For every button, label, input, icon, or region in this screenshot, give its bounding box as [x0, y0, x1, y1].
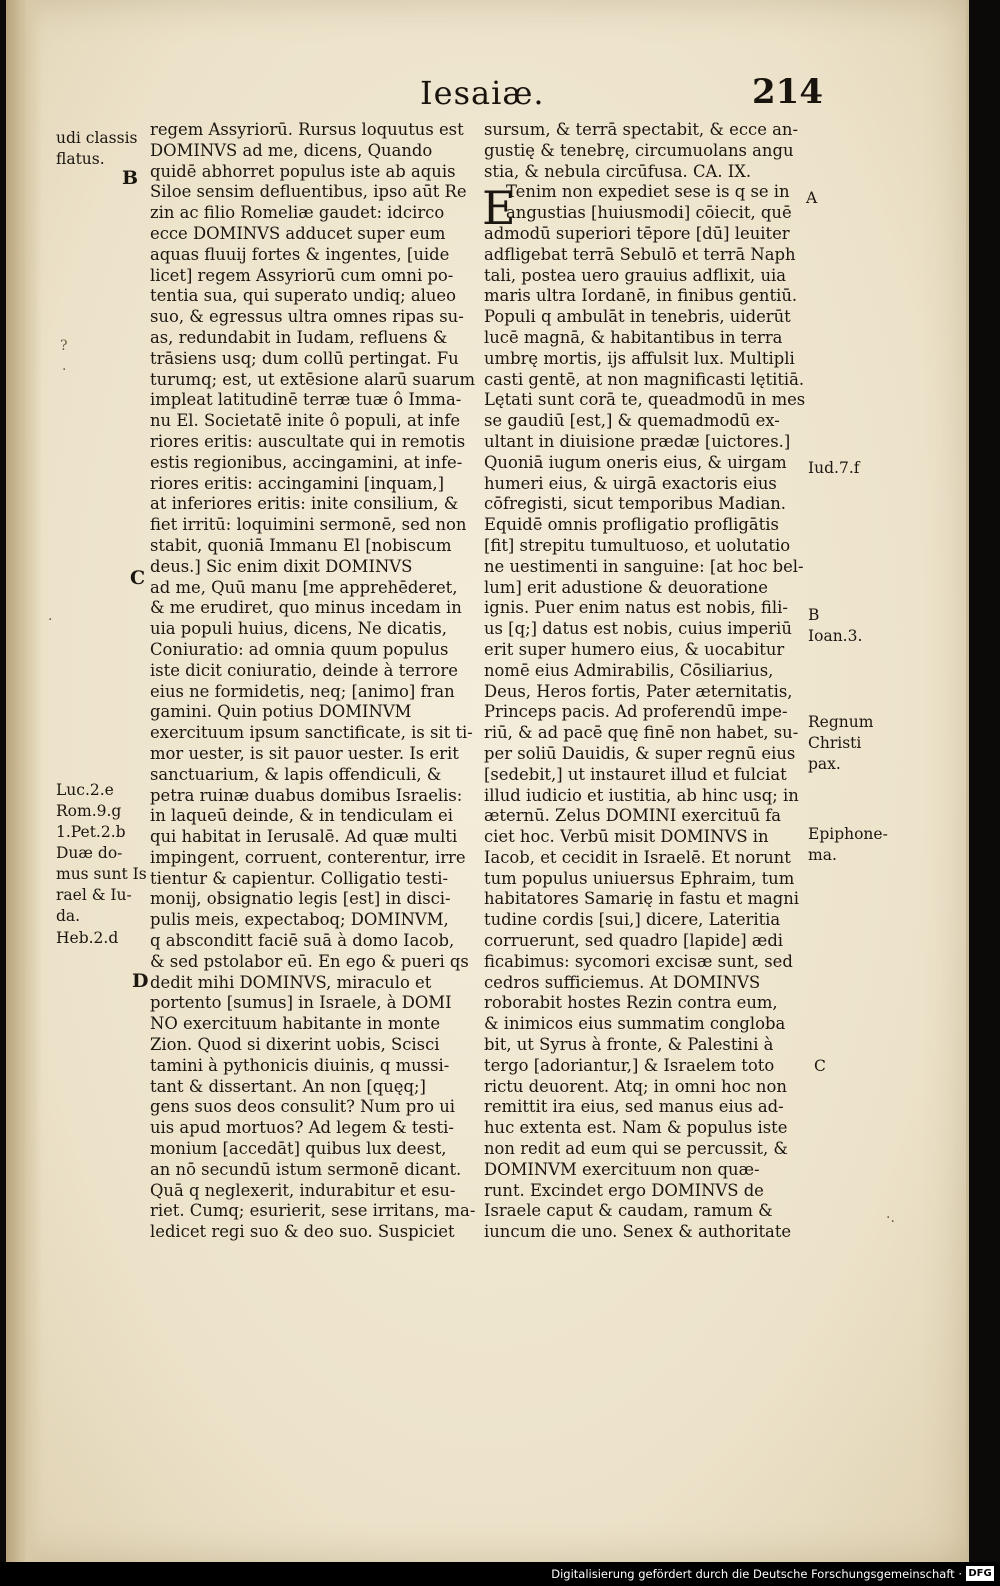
margin-note: da. [56, 907, 81, 925]
text-line: Coniuratio: ad omnia quum populus [150, 639, 449, 659]
text-line: & sed pstolabor eū. En ego & pueri qs [150, 951, 469, 971]
text-line: pulis meis, expectaboq; DOMINVM, [150, 910, 449, 930]
text-line: impleat latitudinē terræ tuæ ô Imma- [150, 390, 462, 410]
section-letter: C [130, 567, 146, 589]
margin-note: flatus. [56, 150, 105, 168]
text-line: eius ne formidetis, neq; [animo] fran [150, 681, 455, 701]
text-line: illud iudicio et iustitia, ab hinc usq; in [484, 785, 799, 805]
text-line: uis apud mortuos? Ad legem & testi- [150, 1118, 454, 1138]
text-line: tali, postea uero grauius adflixit, uia [484, 265, 787, 285]
text-line: se gaudiū [est,] & quemadmodū ex- [484, 411, 780, 431]
text-line: lum] erit adustione & deuoratione [484, 577, 768, 597]
text-line: gustię & tenebrę, circumuolans angu [484, 140, 794, 160]
text-line: qui habitat in Ierusalē. Ad quæ multi [150, 827, 458, 847]
margin-note: Iud.7.f [808, 459, 860, 477]
text-line: zin ac filio Romeliæ gaudet: idcirco [150, 203, 445, 223]
ink-smudge: ? [60, 338, 68, 354]
text-line: deus.] Sic enim dixit DOMINVS [150, 556, 413, 576]
text-line: ne uestimenti in sanguine: [at hoc bel- [484, 556, 804, 576]
left-text-column [150, 120, 476, 1243]
text-line: adfligebat terrā Sebulō et terrā Naph [484, 244, 796, 264]
text-line: riet. Cumq; esurierit, sese irritans, ma- [150, 1201, 476, 1221]
text-line: uia populi huius, dicens, Ne dicatis, [150, 619, 448, 639]
text-line: an nō secundū istum sermonē dicant. [150, 1159, 462, 1179]
text-line: iuncum die uno. Senex & authoritate [484, 1222, 792, 1242]
text-line: impingent, corruent, conterentur, irre [150, 847, 466, 867]
text-line: regem Assyriorū. Rursus loquutus est [150, 120, 464, 139]
margin-note: Regnum [808, 713, 874, 731]
text-line: mor uester, is sit pauor uester. Is erit [150, 743, 459, 763]
text-line: licet] regem Assyriorū cum omni po- [150, 265, 454, 285]
margin-note: Rom.9.g [56, 802, 122, 820]
ink-smudge: · [48, 612, 53, 628]
margin-note: C [814, 1057, 826, 1075]
text-line: trāsiens usq; dum collū pertingat. Fu [150, 348, 459, 368]
text-line: riores eritis: accingamini [inquam,] [150, 473, 444, 493]
margin-note: pax. [808, 755, 841, 773]
text-line: iste dicit coniuratio, deinde à terrore [150, 660, 458, 680]
chapter-dropcap: E [482, 181, 516, 235]
text-line: corruerunt, sed quadro [lapide] ædi [484, 931, 784, 951]
text-line: tergo [adoriantur,] & Israelem toto [484, 1055, 775, 1075]
margin-note: Ioan.3. [808, 627, 863, 645]
margin-note: Duæ do- [56, 844, 123, 862]
text-line: ciet hoc. Verbū misit DOMINVS in [484, 827, 769, 847]
right-text-column [484, 120, 806, 1243]
text-line: ledicet regi suo & deo suo. Suspiciet [150, 1222, 455, 1242]
text-line: umbrę mortis, ijs affulsit lux. Multipli [484, 348, 795, 368]
text-line: Zion. Quod si dixerint uobis, Scisci [150, 1035, 440, 1055]
text-line: tentia sua, qui superato undiq; alueo [150, 286, 456, 306]
text-line: Princeps pacis. Ad proferendū impe- [484, 702, 788, 722]
text-line: angustias [huiusmodi] cōiecit, quē [506, 203, 792, 223]
text-line: casti gentē, at non magnificasti lętitiā. [484, 369, 805, 389]
text-line: remittit ira eius, sed manus eius ad- [484, 1097, 784, 1117]
text-line: Lętati sunt corā te, queadmodū in mes [484, 390, 806, 410]
text-line: riū, & ad pacē quę finē non habet, su- [484, 723, 799, 743]
text-line: tant & dissertant. An non [quęq;] [150, 1076, 426, 1096]
text-line: monij, obsignatio legis [est] in disci- [150, 889, 451, 909]
text-line: suo, & egressus ultra omnes ripas su- [150, 307, 464, 327]
text-line: Quoniā iugum oneris eius, & uirgam [484, 452, 787, 472]
text-line: exercituum ipsum sanctificate, is sit ti- [150, 723, 473, 743]
text-line: q absconditt faciē suā à domo Iacob, [150, 931, 455, 951]
margin-note: A [806, 189, 818, 207]
text-line: DOMINVM exercituum non quæ- [484, 1159, 760, 1179]
text-line: & me erudiret, quo minus incedam in [150, 598, 462, 618]
text-line: erit super humero eius, & uocabitur [484, 639, 785, 659]
text-line: DOMINVS ad me, dicens, Quando [150, 140, 433, 160]
text-line: turumq; est, ut extēsione alarū suarum [150, 369, 476, 389]
text-line: fiet irritū: loquimini sermonē, sed non [150, 515, 467, 535]
text-line: sanctuarium, & lapis offendiculi, & [150, 764, 442, 784]
running-title: Iesaiæ. [420, 74, 545, 112]
text-line: tientur & capientur. Colligatio testi- [150, 868, 448, 888]
text-line: & inimicos eius summatim congloba [484, 1014, 786, 1034]
text-line: bit, ut Syrus à fronte, & Palestini à [484, 1035, 774, 1055]
text-line: non redit ad eum qui se percussit, & [484, 1139, 788, 1159]
text-line: at inferiores eritis: inite consilium, & [150, 494, 459, 514]
text-line: ecce DOMINVS adducet super eum [150, 223, 446, 243]
margin-note: Christi [808, 734, 862, 752]
text-line: petra ruinæ duabus domibus Israelis: [150, 785, 463, 805]
text-line: Israele caput & caudam, ramum & [484, 1201, 773, 1221]
text-line: aquas fluuij fortes & ingentes, [uide [150, 244, 450, 264]
text-line: habitatores Samarię in fastu et magni [484, 889, 800, 909]
section-letter: D [132, 970, 149, 992]
text-line: NO exercituum habitante in monte [150, 1014, 441, 1034]
text-line: runt. Excindet ergo DOMINVS de [484, 1180, 764, 1200]
text-line: gens suos deos consulit? Num pro ui [150, 1097, 456, 1117]
text-line: æternū. Zelus DOMINI exercituū fa [484, 806, 782, 826]
text-line: nu El. Societatē inite ô populi, at infe [150, 411, 461, 431]
text-line: humeri eius, & uirgā exactoris eius [484, 473, 777, 493]
page-number: 214 [752, 72, 823, 112]
text-line: as, redundabit in Iudam, refluens & [150, 327, 448, 347]
section-letter: B [122, 167, 139, 189]
margin-note: 1.Pet.2.b [56, 823, 126, 841]
text-line: Deus, Heros fortis, Pater æternitatis, [484, 681, 793, 701]
text-line: [sedebit,] ut instauret illud et fulciat [484, 764, 787, 784]
text-line: ad me, Quū manu [me apprehēderet, [150, 577, 458, 597]
text-line: gamini. Quin potius DOMINVM [150, 702, 412, 722]
text-line: tamini à pythonicis diuinis, q mussi- [150, 1055, 450, 1075]
text-line: sursum, & terrā spectabit, & ecce an- [484, 120, 798, 139]
text-line: quidē abhorret populus iste ab aquis [150, 161, 456, 181]
text-line: cedros sufficiemus. At DOMINVS [484, 972, 761, 992]
text-line: in laqueū deinde, & in tendiculam ei [150, 806, 453, 826]
text-line: ultant in diuisione prædæ [uictores.] [484, 431, 791, 451]
text-line: huc extenta est. Nam & populus iste [484, 1118, 788, 1138]
text-line: nomē eius Admirabilis, Cōsiliarius, [484, 660, 774, 680]
margin-note: mus sunt Is [56, 865, 147, 883]
margin-note: Luc.2.e [56, 781, 114, 799]
text-line: dedit mihi DOMINVS, miraculo et [150, 972, 432, 992]
text-line: monium [accedāt] quibus lux deest, [150, 1139, 447, 1159]
text-line: stia, & nebula circūfusa. CA. IX. [484, 161, 752, 181]
text-line: portento [sumus] in Israele, à DOMI [150, 993, 452, 1013]
margin-note: udi classis [56, 129, 138, 147]
text-line: Iacob, et cecidit in Israelē. Et norunt [484, 847, 791, 867]
text-line: rictu deuorent. Atq; in omni hoc non [484, 1076, 787, 1096]
ink-smudge: · [62, 362, 67, 378]
margin-note: ma. [808, 846, 837, 864]
text-line: tudine cordis [sui,] dicere, Lateritia [484, 910, 781, 930]
text-line: riores eritis: auscultate qui in remotis [150, 431, 466, 451]
text-line: Quā q neglexerit, indurabitur et esu- [150, 1180, 456, 1200]
page-binding-shadow [6, 0, 42, 1562]
dfg-logo: DFG [966, 1566, 994, 1581]
text-line: Tenim non expediet sese is q se in [506, 182, 790, 202]
text-line: maris ultra Iordanē, in finibus gentiū. [484, 286, 798, 306]
text-line: stabit, quoniā Immanu El [nobiscum [150, 535, 452, 555]
text-line: per soliū Dauidis, & super regnū eius [484, 743, 796, 763]
margin-note: Heb.2.d [56, 929, 119, 947]
text-line: [fit] strepitu tumultuoso, et uolutatio [484, 535, 791, 555]
text-line: ficabimus: sycomori excisæ sunt, sed [484, 951, 793, 971]
margin-note: Epiphone- [808, 825, 888, 843]
text-line: Equidē omnis profligatio profligātis [484, 515, 779, 535]
text-line: cōfregisti, sicut temporibus Madian. [484, 494, 786, 514]
text-line: estis regionibus, accingamini, at infe- [150, 452, 463, 472]
text-line: admodū superiori tēpore [dū] leuiter [484, 223, 790, 243]
footer-credit: Digitalisierung gefördert durch die Deutsche Forschungsgemeinschaft · [551, 1567, 962, 1581]
text-line: tum populus uniuersus Ephraim, tum [484, 868, 795, 888]
text-line: Populi q ambulāt in tenebris, uiderūt [484, 307, 791, 327]
margin-note: B [808, 606, 820, 624]
text-line: roborabit hostes Rezin contra eum, [484, 993, 778, 1013]
text-line: lucē magnā, & habitantibus in terra [484, 327, 783, 347]
text-line: us [q;] datus est nobis, cuius imperiū [484, 619, 792, 639]
ink-smudge: ·. [886, 1210, 895, 1226]
margin-note: rael & Iu- [56, 886, 132, 904]
text-line: Siloe sensim defluentibus, ipso aūt Re [150, 182, 467, 202]
text-line: ignis. Puer enim natus est nobis, fili- [484, 598, 788, 618]
